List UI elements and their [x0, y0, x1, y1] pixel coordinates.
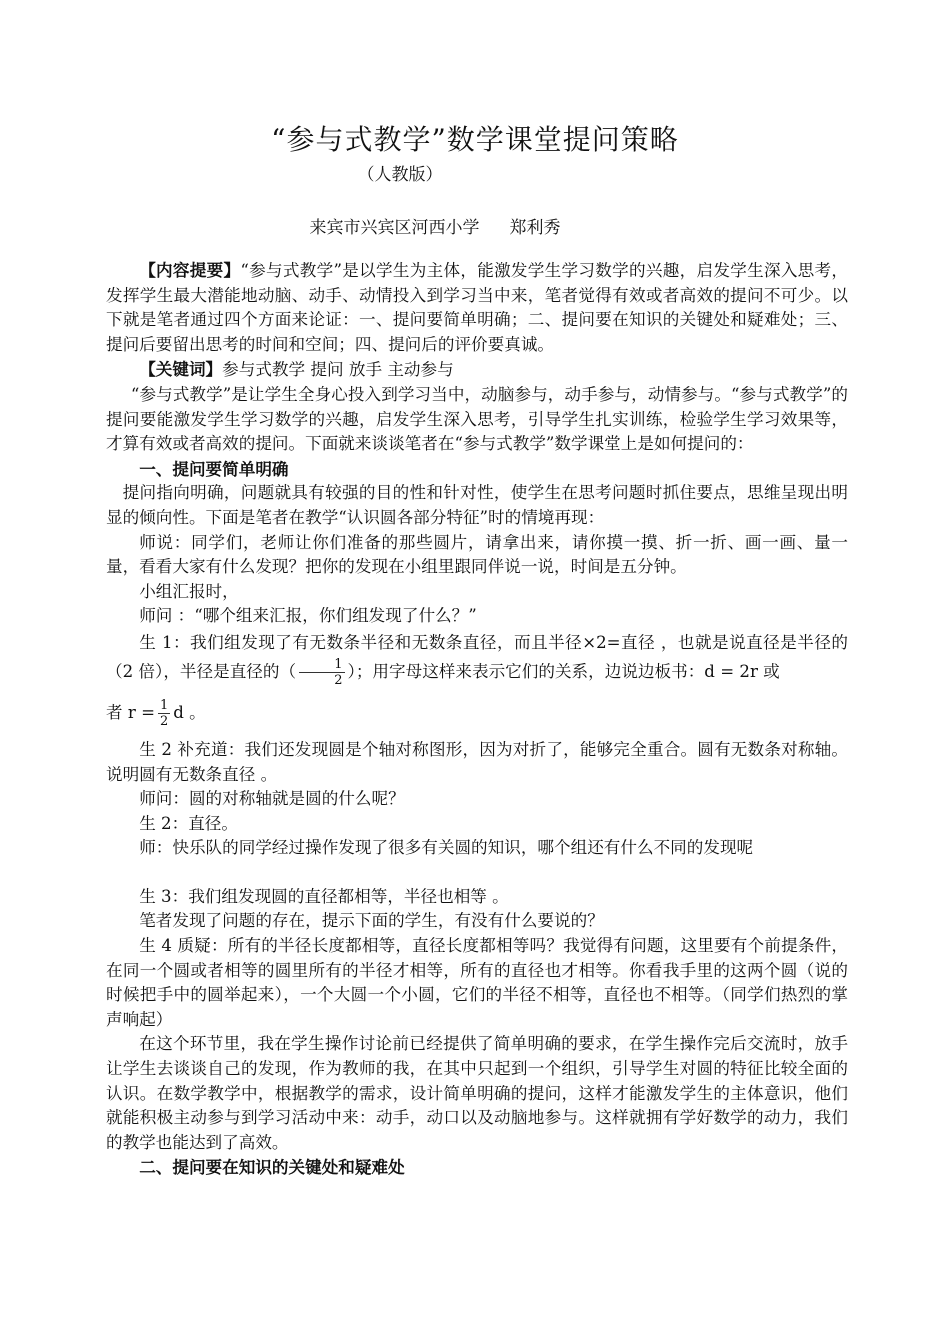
fraction-half — [299, 657, 344, 688]
fraction-denominator: 2 — [159, 713, 169, 729]
section-1-paragraph-9: 师：快乐队的同学经过操作发现了很多有关圆的知识，哪个组还有什么不同的发现呢 — [139, 838, 754, 858]
section-1-paragraph-8: 生 2：直径。 — [139, 813, 238, 833]
abstract-paragraph — [106, 258, 848, 357]
fraction-numerator: 1 — [159, 697, 169, 713]
student-1-text-d: d 。 — [173, 702, 206, 722]
student-1-text-b: ）；用字母这样来表示它们的关系，边说边板书：d = 2r 或 — [347, 661, 780, 681]
section-1-paragraph-10: 生 3：我们组发现圆的直径都相等，半径也相等 。 — [139, 886, 509, 906]
fraction-numerator: 1 — [299, 657, 344, 673]
section-1-paragraph-2: 师说：同学们，老师让你们准备的那些圆片，请拿出来，请你摸一摸、折一折、画一画、量一量，看看大家有什么发现？把你的发现在小组里跟同伴说一说，时间是五分钟。 — [106, 532, 848, 577]
author-name: 郑利秀 — [509, 218, 561, 238]
page-title: “参与式教学”数学课堂提问策略 — [271, 123, 679, 156]
section-1-paragraph-4: 师问 ：“哪个组来汇报，你们组发现了什么？” — [139, 606, 477, 626]
student-1-answer — [106, 629, 848, 688]
keywords-label: 【关键词】 — [139, 359, 223, 380]
blank-line — [106, 861, 848, 885]
document-body — [106, 258, 848, 1180]
page-subtitle: （人教版） — [357, 165, 443, 185]
section-1-paragraph-12: 生 4 质疑：所有的半径长度都相等，直径长度都相等吗？我觉得有问题，这里要有个前提条件，在同一个圆或者相等的圆里所有的半径才相等，所有的直径也才相等。你看我手里的这两个圆（说的时候把手中的圆举起来），一个大圆一个小圆，它们的半径不相等，直径也不相等。（同学们热烈的掌声响起） — [106, 936, 848, 1029]
section-1-paragraph-3: 小组汇报时， — [139, 581, 239, 601]
fraction-half-2 — [158, 698, 170, 729]
section-1-paragraph-13: 在这个环节里，我在学生操作讨论前已经提供了简单明确的要求，在学生操作完后交流时，放手让学生去谈谈自己的发现，作为教师的我，在其中只起到一个组织，引导学生对圆的特征比较全面的认识。在数学教学中，根据教学的需求，设计简单明确的提问，这样才能激发学生的主体意识，他们就能积极主动参与到学习活动中来：动手，动口以及动脑地参与。这样就拥有学好数学的动力，我们的教学也能达到了高效。 — [106, 1034, 848, 1152]
section-2-heading: 二、提问要在知识的关键处和疑难处 — [139, 1157, 405, 1178]
abstract-text: “参与式教学”是以学生为主体，能激发学生学习数学的兴趣，启发学生深入思考，发挥学生最大潜能地动脑、动手、动情投入到学习当中来，笔者觉得有效或者高效的提问不可少。以下就是笔者通过四个方面来论证：一、提问要简单明确；二、提问要在知识的关键处和疑难处；三、提问后要留出思考的时间和空间；四、提问后的评价要真诚。 — [106, 261, 849, 354]
student-1-text-c: 者 r = — [106, 702, 155, 722]
student-1-text-a: 生 1：我们组发现了有无数条半径和无数条直径，而且半径×2=直径 ，也就是说直径是半径的（2 倍），半径是直径的（ — [106, 632, 848, 681]
keywords-paragraph — [106, 357, 848, 383]
section-1-heading: 一、提问要简单明确 — [139, 458, 289, 479]
abstract-label: 【内容提要】 — [139, 260, 241, 280]
section-1-paragraph-6: 生 2 补充道：我们还发现圆是个轴对称图形，因为对折了，能够完全重合。圆有无数条对称轴。说明圆有无数条直径 。 — [106, 739, 848, 784]
intro-paragraph: “参与式教学”是让学生全身心投入到学习当中，动脑参与，动手参与，动情参与。“参与式教学”的提问要能激发学生学习数学的兴趣，启发学生深入思考，引导学生扎实训练，检验学生学习效果等，才算有效或者高效的提问。下面就来谈谈笔者在“参与式教学”数学课堂上是如何提问的： — [106, 384, 848, 454]
author-line — [0, 213, 870, 238]
section-1-paragraph-7: 师问：圆的对称轴就是圆的什么呢？ — [139, 789, 405, 809]
section-1-paragraph-11: 笔者发现了问题的存在，提示下面的学生，有没有什么要说的？ — [139, 911, 604, 931]
student-1-formula-line — [106, 688, 848, 738]
keywords-text: 参与式教学 提问 放手 主动参与 — [222, 360, 454, 380]
author-school: 来宾市兴宾区河西小学 — [309, 218, 480, 238]
fraction-denominator: 2 — [334, 672, 343, 688]
section-1-paragraph-1: 提问指向明确，问题就具有较强的目的性和针对性，使学生在思考问题时抓住要点，思维呈现出明显的倾向性。下面是笔者在教学“认识圆各部分特征”时的情境再现： — [106, 483, 848, 527]
